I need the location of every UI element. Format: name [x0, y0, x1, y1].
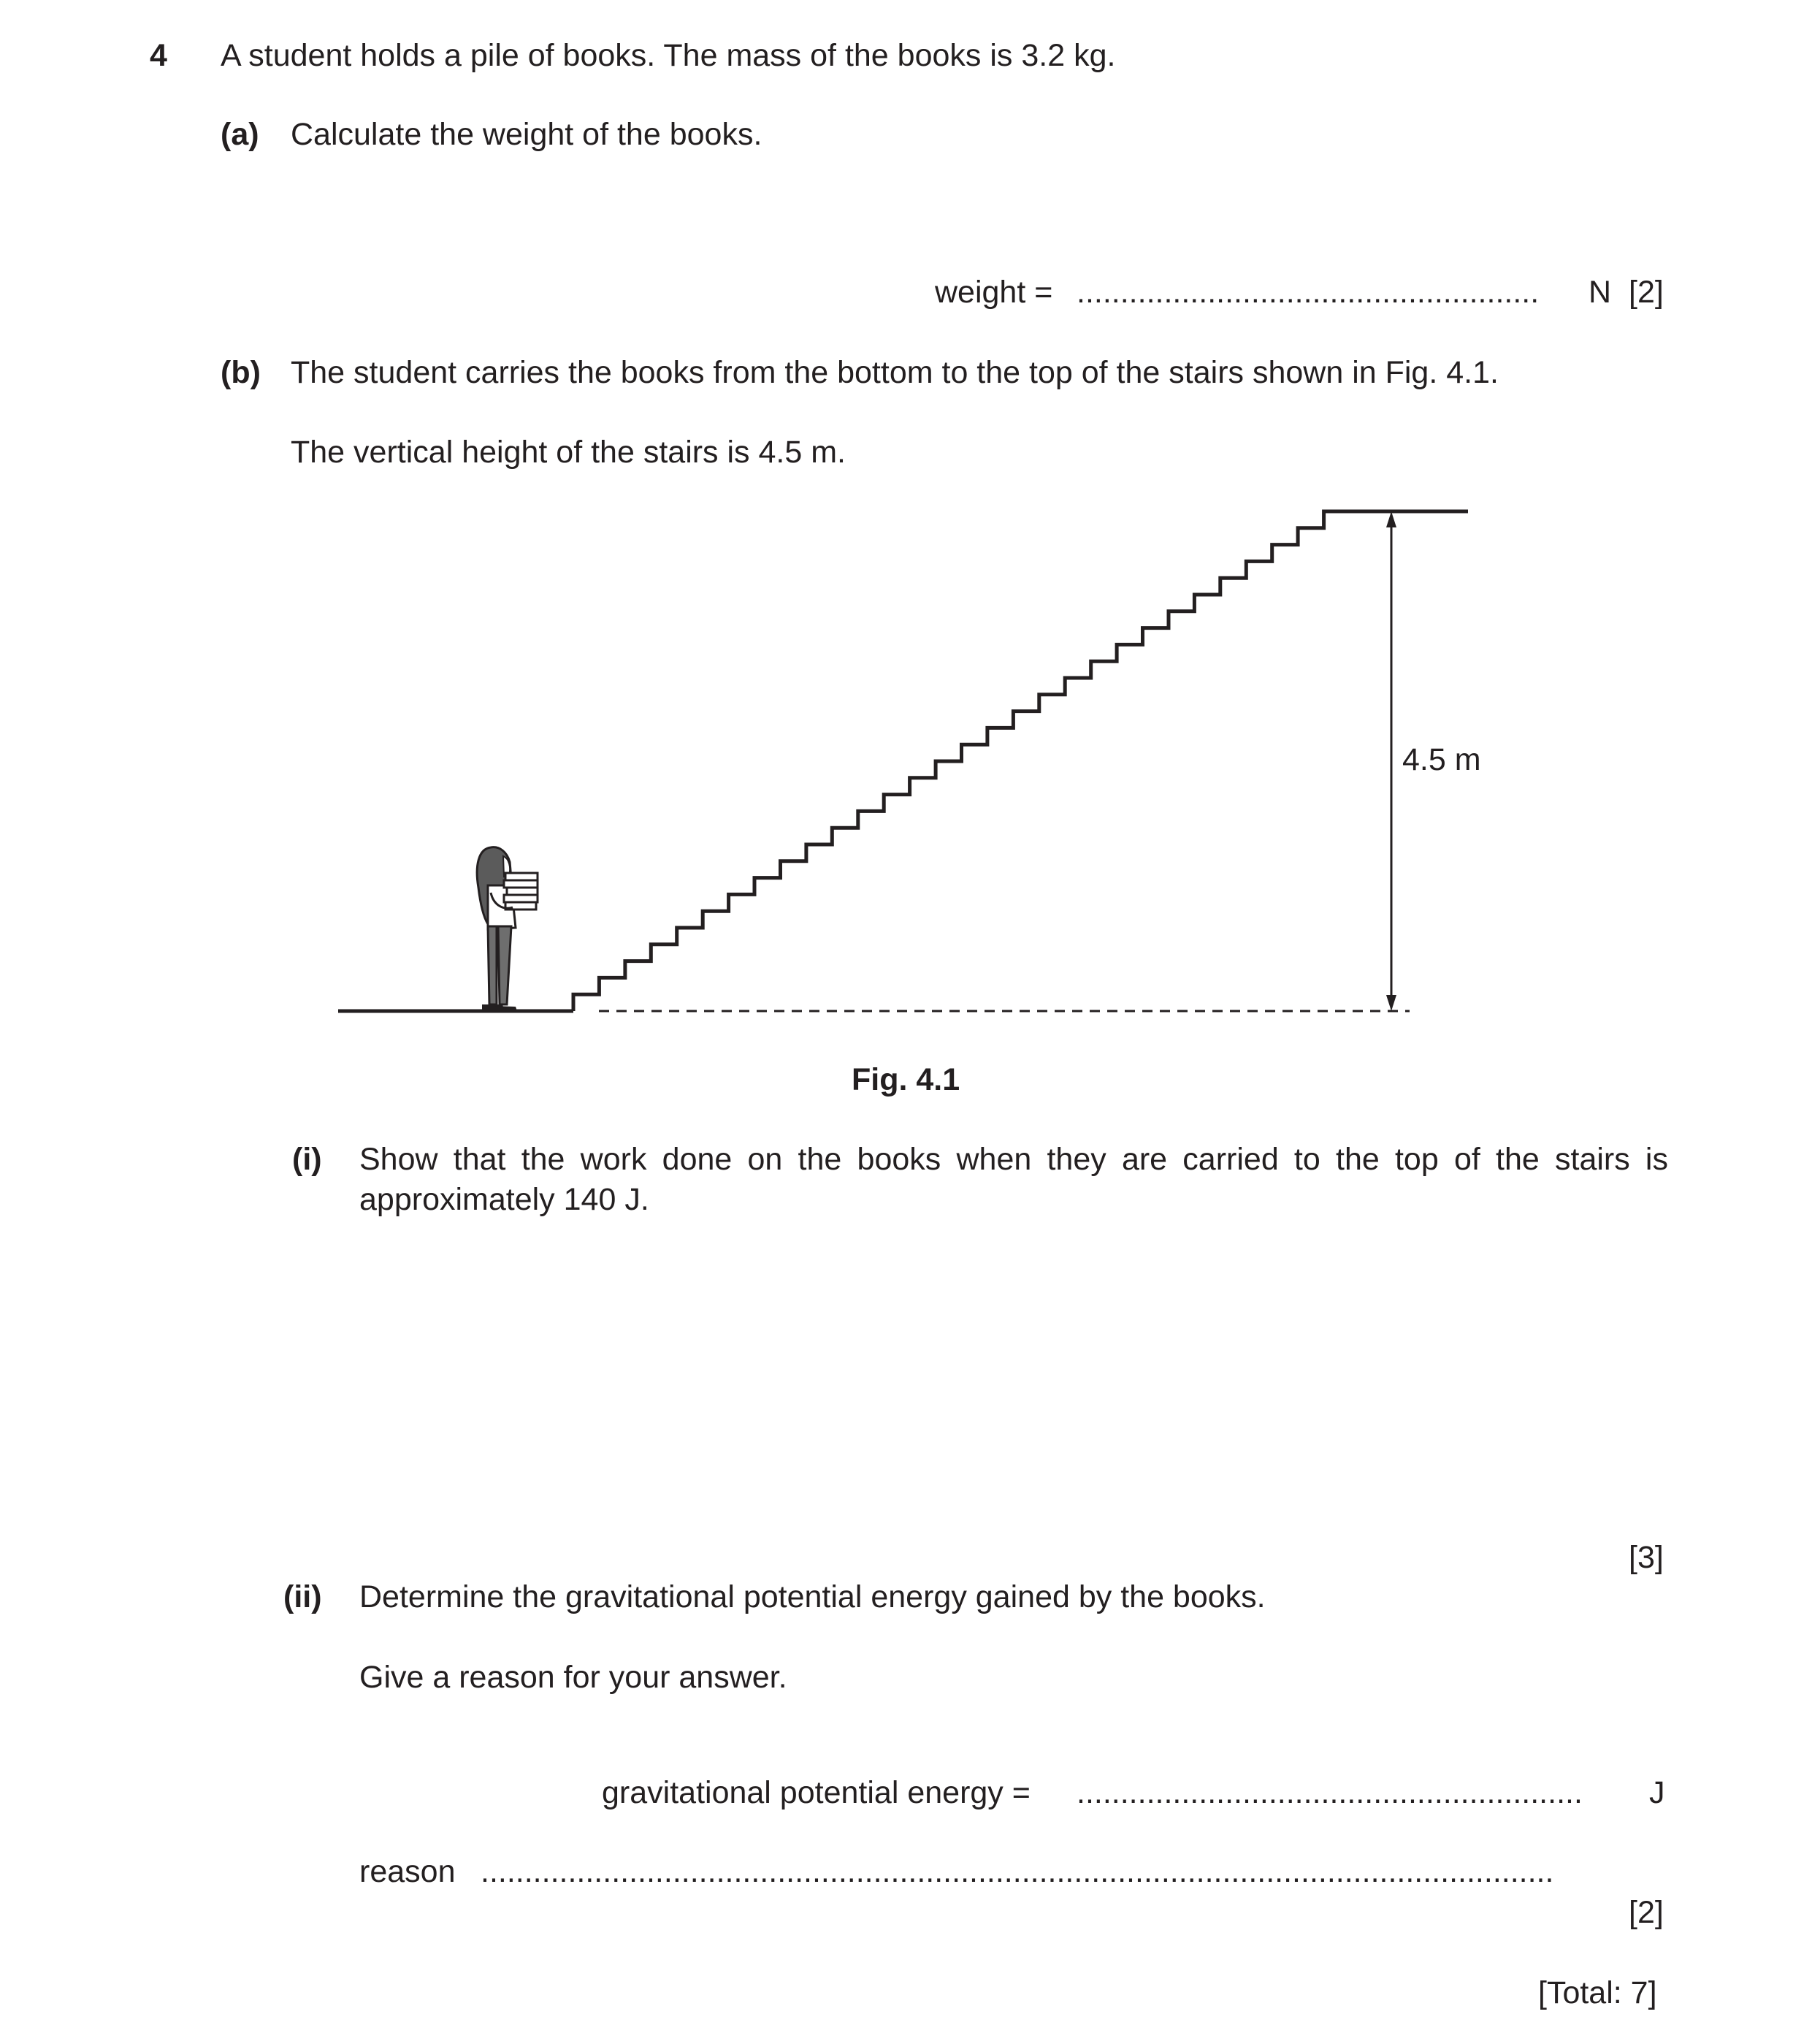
figure-caption: Fig. 4.1 [852, 1062, 960, 1097]
part-a-prompt: Calculate the weight of the books. [291, 117, 762, 152]
stairs-diagram [573, 511, 1350, 1011]
part-b-prompt: The student carries the books from the bottom to the top of the stairs shown in Fig. 4.1. [291, 355, 1499, 390]
reason-answer-line[interactable]: ........................................................................................................................... [481, 1854, 1554, 1889]
weight-answer-label: weight = [935, 275, 1053, 310]
weight-answer-line[interactable]: ..................................................... [1077, 275, 1540, 310]
question-total: [Total: 7] [1538, 1975, 1657, 2010]
sub-i-prompt: Show that the work done on the books when they are carried to the top of the stairs is approximately 140 J. [359, 1142, 1668, 1217]
staircase-outline [573, 511, 1350, 1011]
gpe-answer-label: gravitational potential energy = [602, 1775, 1031, 1810]
part-b-label: (b) [221, 355, 261, 390]
student-figure [477, 847, 538, 1012]
part-a-marks: [2] [1629, 275, 1664, 310]
question-stem: A student holds a pile of books. The mass of the books is 3.2 kg. [221, 38, 1116, 73]
height-label: 4.5 m [1402, 742, 1481, 777]
sub-ii-prompt-reason: Give a reason for your answer. [359, 1660, 787, 1695]
sub-ii-marks: [2] [1629, 1895, 1664, 1930]
height-arrow-head-bottom [1386, 995, 1396, 1011]
part-b-info: The vertical height of the stairs is 4.5 m. [291, 435, 846, 470]
sub-ii-prompt: Determine the gravitational potential energy gained by the books. [359, 1579, 1266, 1614]
sub-i-marks: [3] [1629, 1540, 1664, 1575]
question-number: 4 [150, 38, 167, 73]
sub-i-label: (i) [292, 1142, 322, 1177]
weight-unit: N [1589, 275, 1612, 310]
height-arrow-head-top [1386, 511, 1396, 527]
part-a-label: (a) [221, 117, 259, 152]
reason-label: reason [359, 1854, 456, 1889]
gpe-unit: J [1649, 1775, 1665, 1810]
sub-ii-label: (ii) [283, 1579, 322, 1614]
gpe-answer-line[interactable]: .......................................................... [1077, 1775, 1583, 1810]
